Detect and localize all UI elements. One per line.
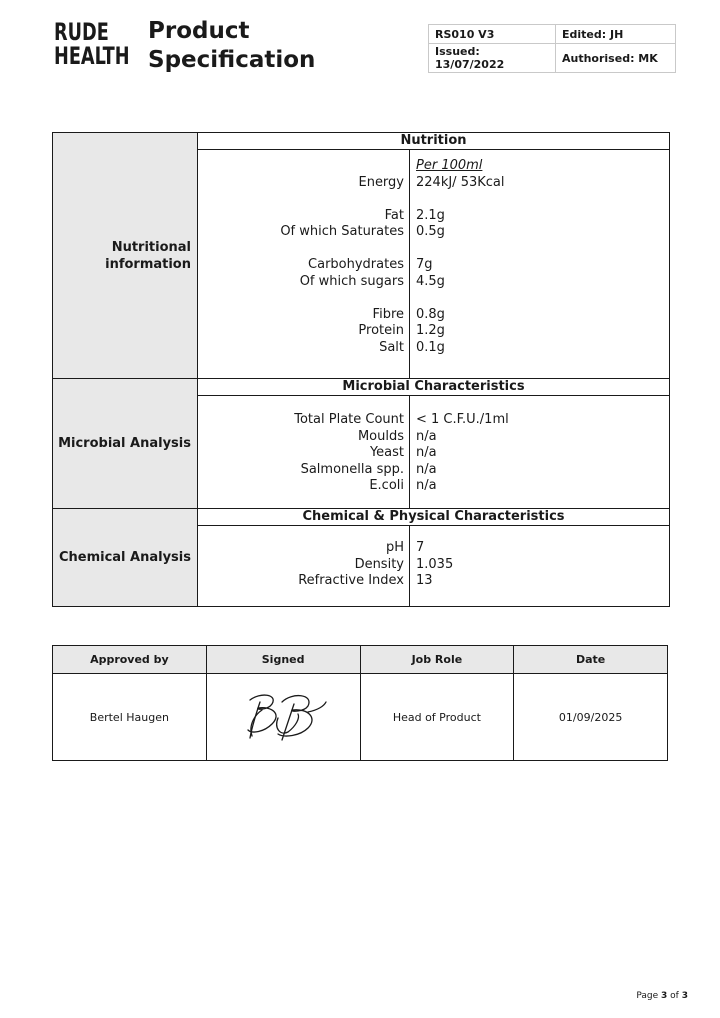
approval-table bbox=[52, 645, 668, 761]
test-value: n/a bbox=[416, 445, 437, 460]
approval-date: 01/09/2025 bbox=[514, 674, 668, 761]
nutrient-name: Protein bbox=[358, 323, 404, 338]
nutrition-values bbox=[410, 150, 670, 379]
chemical-heading: Chemical & Physical Characteristics bbox=[198, 509, 670, 526]
page-footer bbox=[636, 991, 688, 1001]
issued-date: Issued: 13/07/2022 bbox=[429, 44, 556, 73]
test-value: n/a bbox=[416, 478, 437, 493]
page-word: Page bbox=[636, 991, 659, 1001]
property-name: Refractive Index bbox=[298, 573, 404, 588]
test-value: n/a bbox=[416, 461, 437, 477]
nutrient-name: Salt bbox=[379, 339, 404, 355]
signed-header: Signed bbox=[206, 646, 360, 674]
test-value: n/a bbox=[416, 428, 437, 444]
property-name: Density bbox=[354, 556, 404, 572]
nutrient-name: Fibre bbox=[372, 306, 404, 322]
approved-by-name: Bertel Haugen bbox=[53, 674, 207, 761]
doc-ref: RS010 V3 bbox=[429, 25, 556, 44]
page-title bbox=[148, 17, 315, 75]
nutrient-value: 2.1g bbox=[416, 207, 445, 223]
nutrition-heading: Nutrition bbox=[198, 133, 670, 150]
test-name: Yeast bbox=[369, 445, 404, 460]
nutrient-value: 0.1g bbox=[416, 339, 445, 355]
nutrient-name: Of which Saturates bbox=[280, 224, 404, 239]
test-value: < 1 C.F.U./1ml bbox=[416, 412, 509, 427]
specification-table bbox=[52, 132, 670, 607]
approved-by-header: Approved by bbox=[53, 646, 207, 674]
nutrient-value: 1.2g bbox=[416, 323, 445, 338]
authorised-by: Authorised: MK bbox=[556, 44, 676, 73]
title-line-2: Specification bbox=[148, 47, 316, 73]
nutrient-value: 4.5g bbox=[416, 273, 445, 289]
logo-line-2: HEALTH bbox=[54, 42, 130, 70]
property-name: pH bbox=[385, 540, 404, 555]
test-name: Total Plate Count bbox=[294, 412, 404, 427]
property-value: 7 bbox=[416, 540, 425, 555]
chemical-label: Chemical Analysis bbox=[53, 509, 198, 607]
document-meta-table bbox=[428, 24, 676, 73]
job-role-value: Head of Product bbox=[360, 674, 514, 761]
nutrient-name: Energy bbox=[358, 174, 404, 190]
nutrient-value: 0.8g bbox=[416, 306, 445, 322]
microbial-values bbox=[410, 396, 670, 509]
date-header: Date bbox=[514, 646, 668, 674]
logo-line-1: RUDE bbox=[54, 18, 109, 46]
nutrient-name: Carbohydrates bbox=[308, 257, 404, 272]
microbial-label: Microbial Analysis bbox=[53, 379, 198, 509]
of-word: of bbox=[670, 991, 679, 1001]
nutrition-label: Nutritional information bbox=[53, 133, 198, 379]
nutrient-value: 0.5g bbox=[416, 224, 445, 239]
nutrition-names bbox=[198, 150, 410, 379]
chemical-names bbox=[198, 526, 410, 607]
test-name: E.coli bbox=[369, 478, 404, 493]
brand-logo bbox=[54, 20, 130, 68]
property-value: 13 bbox=[416, 573, 433, 588]
property-value: 1.035 bbox=[416, 556, 454, 572]
edited-by: Edited: JH bbox=[556, 25, 676, 44]
microbial-names bbox=[198, 396, 410, 509]
test-name: Moulds bbox=[357, 428, 404, 444]
nutrient-value: 7g bbox=[416, 257, 433, 272]
test-name: Salmonella spp. bbox=[300, 461, 404, 477]
handwritten-signature bbox=[238, 688, 328, 744]
page-number: 3 bbox=[661, 991, 668, 1001]
microbial-heading: Microbial Characteristics bbox=[198, 379, 670, 396]
per-100ml-label: Per 100ml bbox=[416, 158, 483, 173]
page-total: 3 bbox=[681, 991, 688, 1001]
nutrient-name: Of which sugars bbox=[299, 273, 404, 289]
job-role-header: Job Role bbox=[360, 646, 514, 674]
nutrient-name: Fat bbox=[384, 207, 404, 223]
nutrient-value: 224kJ/ 53Kcal bbox=[416, 174, 505, 190]
chemical-values bbox=[410, 526, 670, 607]
title-line-1: Product bbox=[148, 18, 250, 44]
signature bbox=[206, 674, 360, 761]
